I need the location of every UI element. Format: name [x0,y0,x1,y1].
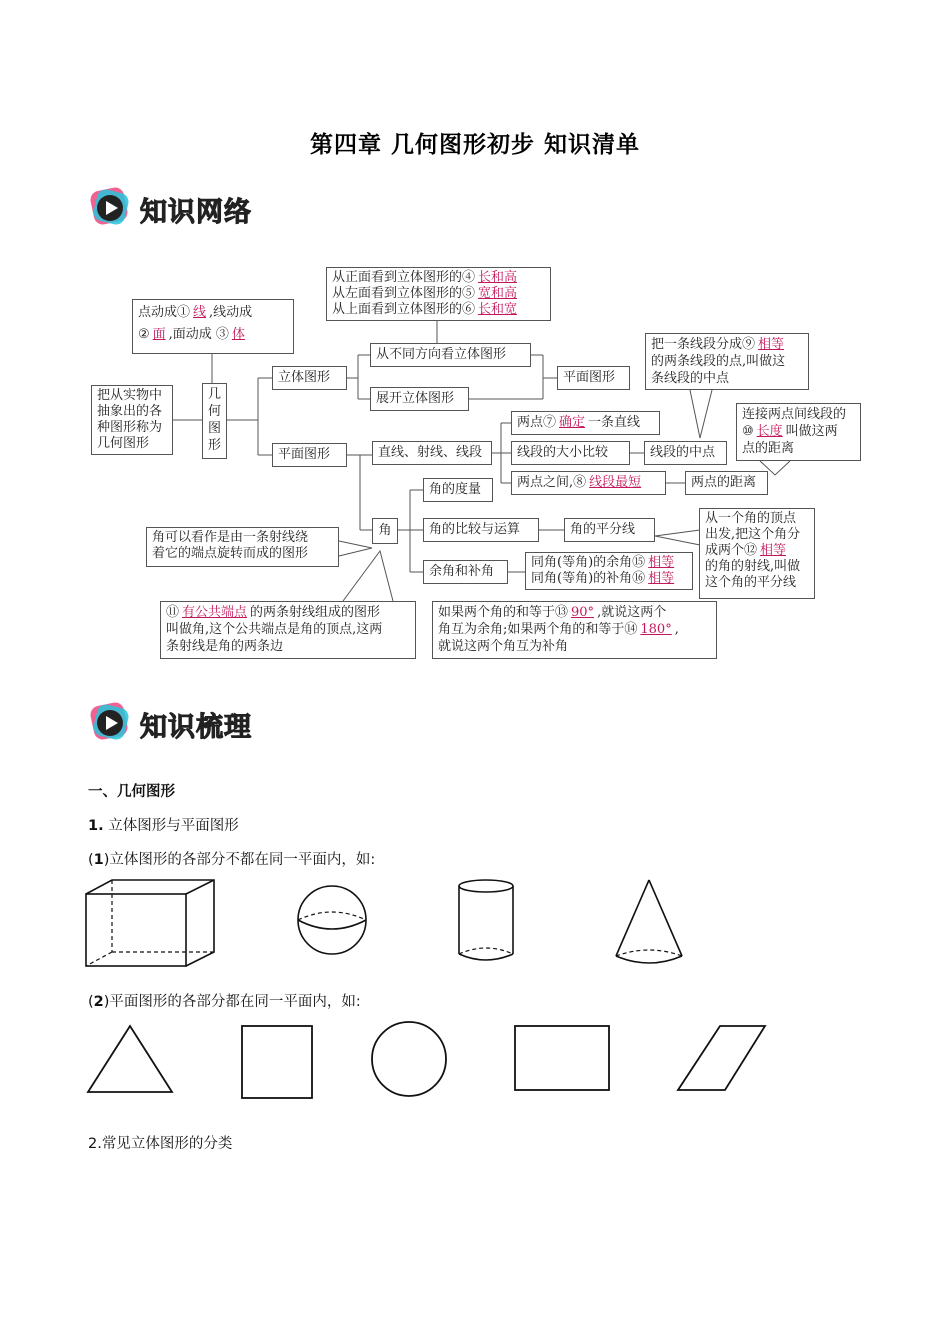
text: ⑩ [742,424,754,439]
text: 如果两个角的和等于⑬ [438,605,569,620]
paragraph-plane [88,990,361,1011]
text: 1 [93,852,104,868]
text: 连接两点间线段的 [742,407,847,422]
solid-figures-row [80,872,720,982]
cuboid-figure [86,880,214,966]
view-directions-node: 从不同方向看立体图形 [370,343,531,367]
subheading-solid-plane [88,814,239,835]
blank-10: 长度 [756,424,783,439]
text: ⑪ [166,605,180,620]
angle-definition-note [160,601,416,659]
text: 两点之间,⑧ [517,475,587,490]
blank-9: 相等 [758,337,785,352]
subheading-solid-classification: 2.常见立体图形的分类 [88,1136,233,1152]
point-line-box [132,299,294,354]
blank-16: 相等 [648,571,675,586]
geometry-node [202,383,227,459]
angle-sum-note [432,601,717,659]
blank-2: 面 [152,327,166,342]
angle-bisector-node: 角的平分线 [564,518,655,542]
midpoint-note [645,333,809,390]
text: 同角(等角)的补角⑯ [531,571,646,586]
text: ( [88,994,94,1010]
text: 把一条线段分成⑨ [651,337,756,352]
text: , [674,622,679,637]
midpoint-node: 线段的中点 [644,441,727,465]
text: 这个角的平分线 [705,575,797,590]
distance-note [736,403,861,461]
unfold-solid-node: 展开立体图形 [370,387,469,411]
section-title-review: 知识梳理 [140,712,252,743]
compare-segments-node: 线段的大小比较 [511,441,630,465]
blank-14: 180° [640,622,672,637]
blank-5: 宽和高 [478,286,518,301]
triangle-figure [88,1026,172,1092]
cone-figure [616,880,682,963]
blank-13: 90° [571,605,595,620]
parallelogram-figure [678,1026,765,1090]
abstract-note [91,385,173,455]
blank-12: 相等 [760,543,787,558]
text: 的两条射线组成的图形 [250,605,381,620]
page-title: 第四章 几何图形初步 知识清单 [309,132,640,158]
text: ,线动成 [209,305,253,320]
distance-node: 两点的距离 [685,471,768,495]
rectangle-figure [515,1026,609,1090]
blank-4: 长和高 [478,270,518,285]
blank-1: 线 [193,305,207,320]
bisector-note [699,508,815,599]
text: 角互为余角;如果两个角的和等于⑭ [438,622,638,637]
text: 一条直线 [588,415,641,430]
text: ,面动成 ③ [168,327,229,342]
text: )平面图形的各部分都在同一平面内，如: [103,994,361,1010]
blank-6: 长和宽 [478,302,518,317]
text: 从一个角的顶点 [705,511,797,526]
text: 叫做这两 [785,424,838,439]
text: 就说这两个角互为补角 [438,639,569,654]
node-char: 图 [207,421,221,436]
shortest-node [511,471,666,495]
text: 的两条线段的点,叫做这 [651,354,786,369]
note-line: 种图形称为 [97,420,163,435]
complement-property-box [525,552,693,590]
node-char: 何 [207,404,221,419]
text: 条射线是角的两条边 [166,639,284,654]
text: ,就说这两个 [597,605,667,620]
text: 立体图形与平面图形 [103,818,239,834]
text: 条线段的中点 [651,371,730,386]
angle-node: 角 [372,518,398,544]
node-char: 形 [207,438,221,453]
blank-8: 线段最短 [589,475,642,490]
angle-compare-node: 角的比较与运算 [423,518,539,542]
lines-node: 直线、射线、线段 [372,441,492,465]
square-figure [242,1026,312,1098]
plane-figure-node: 平面图形 [272,443,347,467]
node-char: 几 [207,387,221,402]
text: 从左面看到立体图形的⑤ [332,286,476,301]
section-logo-2 [88,700,132,748]
text: 出发,把这个角分 [705,527,801,542]
text: ② [138,327,150,342]
blank-3: 体 [231,327,245,342]
text: 两点⑦ [517,415,557,430]
note-line: 几何图形 [97,436,150,451]
text: 的角的射线,叫做 [705,559,801,574]
note-line: 抽象出的各 [97,404,163,419]
two-points-node [511,411,660,435]
blank-11: 有公共端点 [182,605,248,620]
text: 成两个⑫ [705,543,758,558]
plane-figure-node-2: 平面图形 [557,366,630,390]
blank-15: 相等 [648,555,675,570]
blank-7: 确定 [559,415,586,430]
text: 同角(等角)的余角⑮ [531,555,646,570]
text: 2 [93,994,104,1010]
text: 角可以看作是由一条射线绕 [152,530,309,545]
text: 叫做角,这个公共端点是角的顶点,这两 [166,622,383,637]
plane-figures-row [80,1016,780,1102]
text: 着它的端点旋转而成的图形 [152,546,309,561]
play-logo-icon [88,700,132,744]
angle-measure-node: 角的度量 [423,478,493,502]
cylinder-figure [459,880,513,960]
heading-geometric-figures: 一、几何图形 [88,784,175,800]
text: ( [88,852,94,868]
sphere-figure [298,886,366,954]
text: 点的距离 [742,441,795,456]
complement-node: 余角和补角 [423,560,508,584]
circle-figure [372,1022,446,1096]
text: )立体图形的各部分不都在同一平面内，如: [103,852,376,868]
note-line: 把从实物中 [97,388,163,403]
text: 点动成① [138,305,191,320]
text: 从上面看到立体图形的⑥ [332,302,476,317]
section-title-network: 知识网络 [140,197,252,228]
solid-figure-node: 立体图形 [272,366,347,390]
views-box [326,267,551,321]
text: 1. [88,818,104,834]
text: 从正面看到立体图形的④ [332,270,476,285]
rotation-note [146,527,339,567]
paragraph-solid [88,848,375,869]
